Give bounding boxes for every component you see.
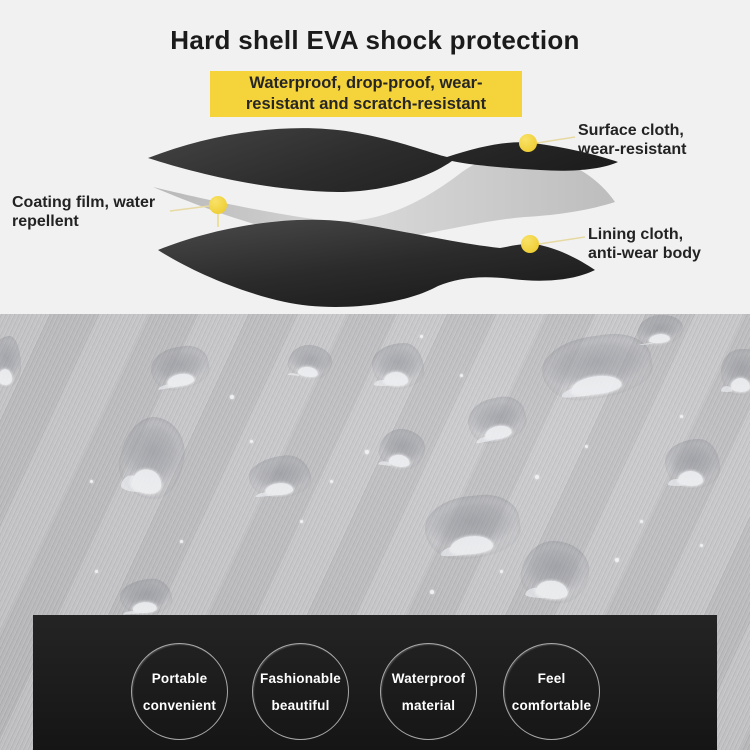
feature-line-1: Waterproof	[391, 670, 466, 686]
feature-line-2: material	[401, 697, 456, 713]
water-droplet	[0, 336, 21, 388]
leader-line-surface	[537, 137, 575, 143]
leader-line-coating	[170, 206, 209, 211]
water-speck	[300, 520, 303, 523]
water-droplet	[286, 343, 333, 381]
water-speck	[90, 480, 93, 483]
page-title: Hard shell EVA shock protection	[170, 25, 580, 55]
water-speck	[535, 475, 539, 479]
water-speck	[430, 590, 434, 594]
feature-line-1: Portable	[151, 670, 208, 686]
callout-surface-line-1: Surface cloth,	[578, 122, 684, 139]
water-droplet	[519, 539, 591, 606]
water-speck	[180, 540, 183, 543]
feature-line-1: Fashionable	[260, 670, 341, 686]
callout-lining-line-2: anti-wear body	[588, 244, 701, 262]
callout-dot-surface	[519, 134, 537, 152]
water-speck	[330, 480, 333, 483]
hero-section	[0, 0, 750, 314]
water-speck	[230, 395, 234, 399]
water-speck	[250, 440, 253, 443]
water-droplet	[377, 427, 427, 472]
feature-circle-comfortable	[503, 643, 600, 740]
water-speck	[615, 558, 619, 562]
leader-line-lining	[539, 237, 585, 244]
water-droplet	[464, 392, 530, 447]
callout-coating-film	[12, 194, 155, 232]
water-droplet	[538, 329, 656, 406]
water-droplet	[721, 349, 750, 395]
callout-dot-coating	[209, 196, 227, 214]
water-speck	[585, 445, 588, 448]
highlight-line-2: resistant and scratch-resistant	[245, 95, 487, 113]
water-speck	[500, 570, 503, 573]
callout-surface-line-2: wear-resistant	[578, 140, 687, 158]
feature-panel	[33, 615, 717, 750]
callout-coating-line-2: repellent	[12, 212, 79, 230]
feature-circle-portable	[131, 643, 228, 740]
callout-dot-lining	[521, 235, 539, 253]
highlight-line-1: Waterproof, drop-proof, wear-	[249, 74, 483, 93]
water-speck	[700, 544, 703, 547]
water-speck	[365, 450, 369, 454]
lining-cloth-layer	[158, 220, 595, 307]
water-droplet	[148, 342, 212, 393]
water-droplet	[372, 343, 424, 389]
feature-line-2: beautiful	[271, 697, 330, 713]
water-speck	[95, 570, 98, 573]
water-speck	[460, 374, 463, 377]
feature-circle-fashionable	[252, 643, 349, 740]
water-droplet	[422, 491, 523, 563]
water-speck	[640, 520, 643, 523]
feature-line-2: comfortable	[511, 697, 592, 713]
feature-line-1: Feel	[537, 670, 566, 686]
water-droplet	[247, 453, 312, 500]
callout-lining-cloth	[588, 226, 701, 264]
callout-surface-cloth	[578, 122, 687, 160]
water-droplet	[115, 413, 190, 503]
callout-lining-line-1: Lining cloth,	[588, 226, 684, 243]
feature-circle-waterproof	[380, 643, 477, 740]
water-droplet	[665, 439, 720, 489]
water-speck	[680, 415, 683, 418]
callout-coating-line-1: Coating film, water	[12, 194, 156, 211]
feature-line-2: convenient	[142, 697, 217, 713]
water-droplet	[119, 577, 173, 617]
water-speck	[420, 335, 423, 338]
